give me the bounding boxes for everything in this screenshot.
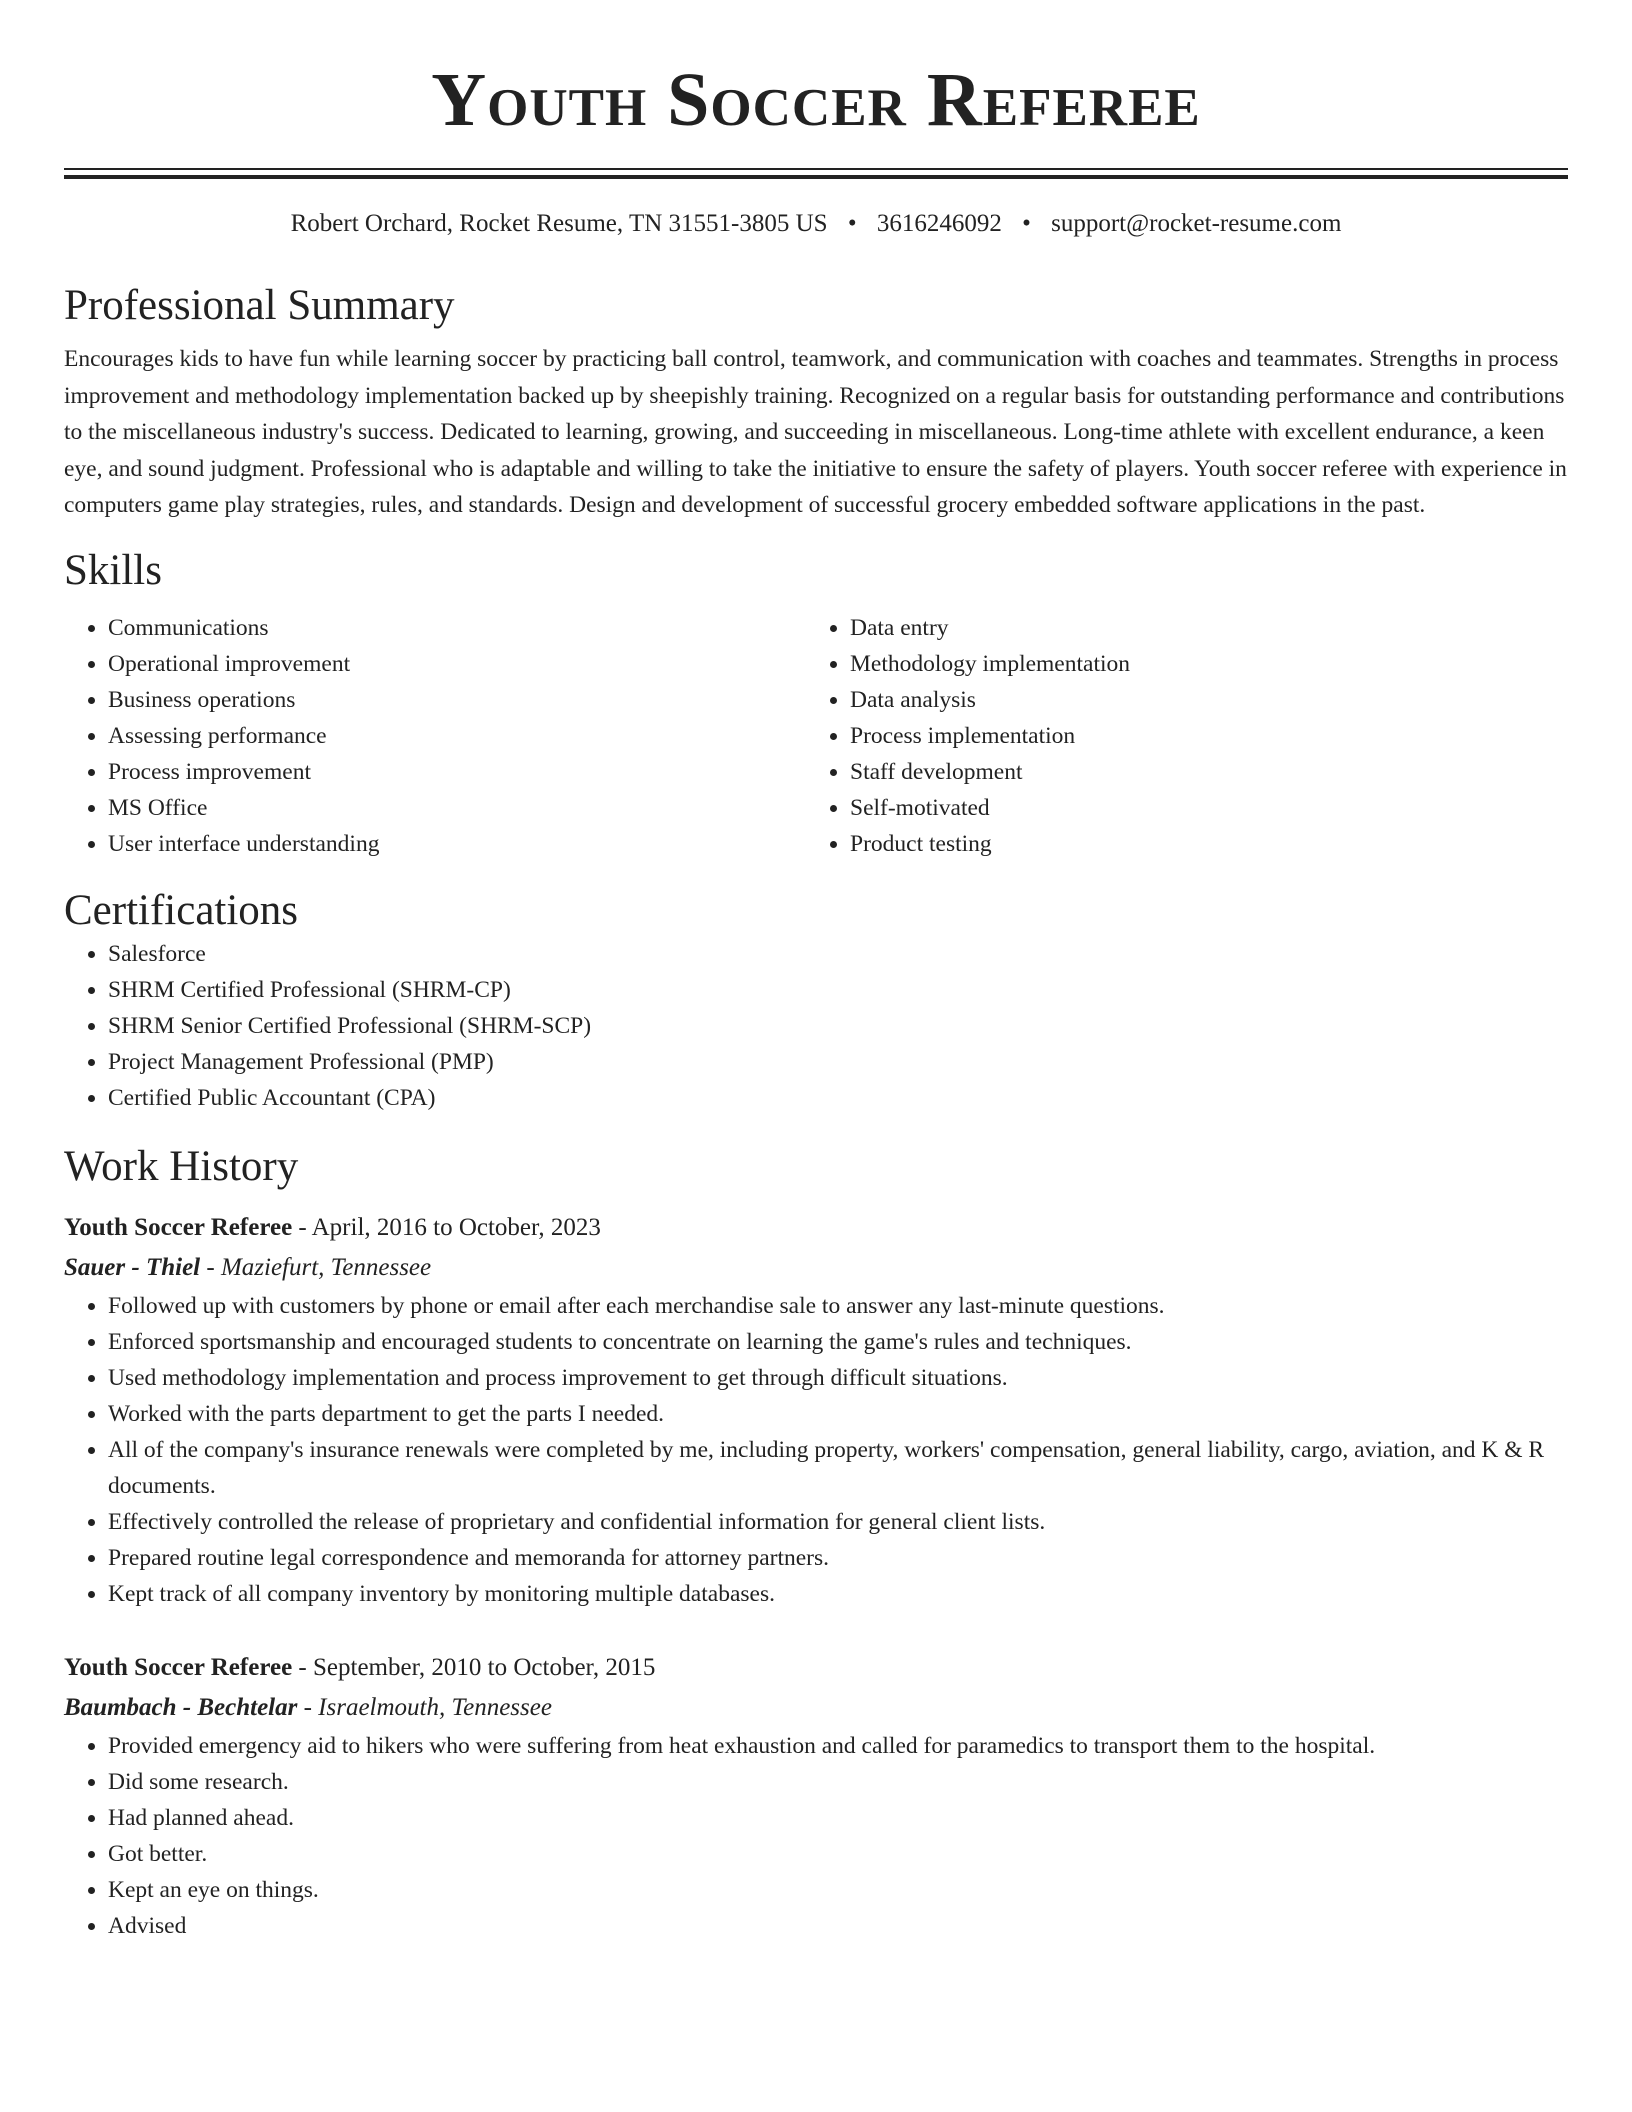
job-duty-item: • Followed up with customers by phone or email after each merchandise sale to answer any last-minute questions.: [108, 1288, 1568, 1324]
skill-item: • Operational improvement: [108, 646, 806, 682]
contact-line: [64, 209, 1568, 239]
certifications-list: [64, 936, 1568, 1116]
bullet-separator: •: [847, 210, 857, 237]
job-duty-item: • All of the company's insurance renewals were completed by me, including property, workers' compensation, general liability, cargo, aviation, and K & R documents.: [108, 1432, 1568, 1504]
job-location: - Maziefurt, Tennessee: [206, 1253, 432, 1281]
title-divider-thick: [64, 175, 1568, 179]
job-employer-line: [64, 1248, 1568, 1288]
job-employer: Baumbach - Bechtelar: [64, 1693, 298, 1721]
skill-item: • Data analysis: [850, 682, 1548, 718]
certifications-heading: Certifications: [64, 886, 299, 934]
skills-list-left: [64, 610, 806, 862]
certification-item: • Certified Public Accountant (CPA): [108, 1080, 1568, 1116]
skills-heading: Skills: [64, 546, 162, 594]
job-duty-item: • Had planned ahead.: [108, 1800, 1568, 1836]
certification-item: • Salesforce: [108, 936, 1568, 972]
job-duty-item: • Worked with the parts department to get the parts I needed.: [108, 1396, 1568, 1432]
job-duty-item: • Did some research.: [108, 1764, 1568, 1800]
skill-item: • Self-motivated: [850, 790, 1548, 826]
bullet-separator: •: [1022, 210, 1031, 237]
skills-column-left: [64, 610, 806, 862]
job-duty-item: • Got better.: [108, 1836, 1568, 1872]
skill-item: • User interface understanding: [108, 826, 806, 862]
summary-heading: Professional Summary: [64, 282, 455, 329]
job-duty-item: • Kept an eye on things.: [108, 1872, 1568, 1908]
skill-item: • Assessing performance: [108, 718, 806, 754]
skill-item: • Communications: [108, 610, 806, 646]
skills-column-right: [806, 610, 1548, 862]
certification-item: • Project Management Professional (PMP): [108, 1044, 1568, 1080]
skill-item: • Process improvement: [108, 754, 806, 790]
job-duty-item: • Prepared routine legal correspondence and memoranda for attorney partners.: [108, 1540, 1568, 1576]
skills-grid: [64, 610, 1568, 862]
job-duty-item: • Used methodology implementation and process improvement to get through difficult situations.: [108, 1360, 1568, 1396]
contact-email: support@rocket-resume.com: [1051, 210, 1342, 237]
job-title: Youth Soccer Referee: [64, 1653, 293, 1681]
job-entry: [64, 1208, 1568, 1612]
skills-list-right: [806, 610, 1548, 862]
job-employer-line: [64, 1688, 1568, 1728]
job-header: [64, 1208, 1568, 1248]
job-duty-item: • Kept track of all company inventory by monitoring multiple databases.: [108, 1576, 1568, 1612]
contact-phone: 3616246092: [876, 210, 1002, 237]
skill-item: • MS Office: [108, 790, 806, 826]
skill-item: • Staff development: [850, 754, 1548, 790]
certification-item: • SHRM Senior Certified Professional (SHRM-SCP): [108, 1008, 1568, 1044]
job-dates: - September, 2010 to October, 2015: [298, 1653, 656, 1681]
skill-item: • Business operations: [108, 682, 806, 718]
resume-page: [64, 0, 1568, 1944]
job-header: [64, 1648, 1568, 1688]
job-dates: - April, 2016 to October, 2023: [298, 1213, 601, 1241]
job-duty-item: • Enforced sportsmanship and encouraged students to concentrate on learning the game's rules and techniques.: [108, 1324, 1568, 1360]
job-title: Youth Soccer Referee: [64, 1213, 293, 1241]
summary-text: Encourages kids to have fun while learning soccer by practicing ball control, teamwork, and communication with coaches and teammates. Strengths in process improvement and methodology implementation backed up by sheepishly training. Recognized on a regular basis for outstanding performance and contributions to the miscellaneous industry's success. Dedicated to learning, growing, and succeeding in miscellaneous. Long-time athlete with excellent endurance, a keen eye, and sound judgment. Professional who is adaptable and willing to take the initiative to ensure the safety of players. Youth soccer referee with experience in computers game play strategies, rules, and standards. Design and development of successful grocery embedded software applications in the past.: [64, 346, 1567, 518]
contact-address: Robert Orchard, Rocket Resume, TN 31551-3805 US: [290, 210, 828, 237]
job-employer: Sauer - Thiel: [64, 1253, 201, 1281]
job-duties-list: [64, 1288, 1568, 1612]
job-location: - Israelmouth, Tennessee: [303, 1693, 552, 1721]
resume-title: Youth Soccer Referee: [431, 58, 1201, 142]
skill-item: • Process implementation: [850, 718, 1548, 754]
certification-item: • SHRM Certified Professional (SHRM-CP): [108, 972, 1568, 1008]
job-entry: [64, 1648, 1568, 1944]
job-duty-item: • Provided emergency aid to hikers who were suffering from heat exhaustion and called for paramedics to transport them to the hospital.: [108, 1728, 1568, 1764]
skill-item: • Data entry: [850, 610, 1548, 646]
job-duty-item: • Advised: [108, 1908, 1568, 1944]
job-duty-item: • Effectively controlled the release of proprietary and confidential information for general client lists.: [108, 1504, 1568, 1540]
title-divider-thin: [64, 168, 1568, 170]
work-history-heading: Work History: [64, 1142, 299, 1190]
skill-item: • Product testing: [850, 826, 1548, 862]
skill-item: • Methodology implementation: [850, 646, 1548, 682]
job-duties-list: [64, 1728, 1568, 1944]
